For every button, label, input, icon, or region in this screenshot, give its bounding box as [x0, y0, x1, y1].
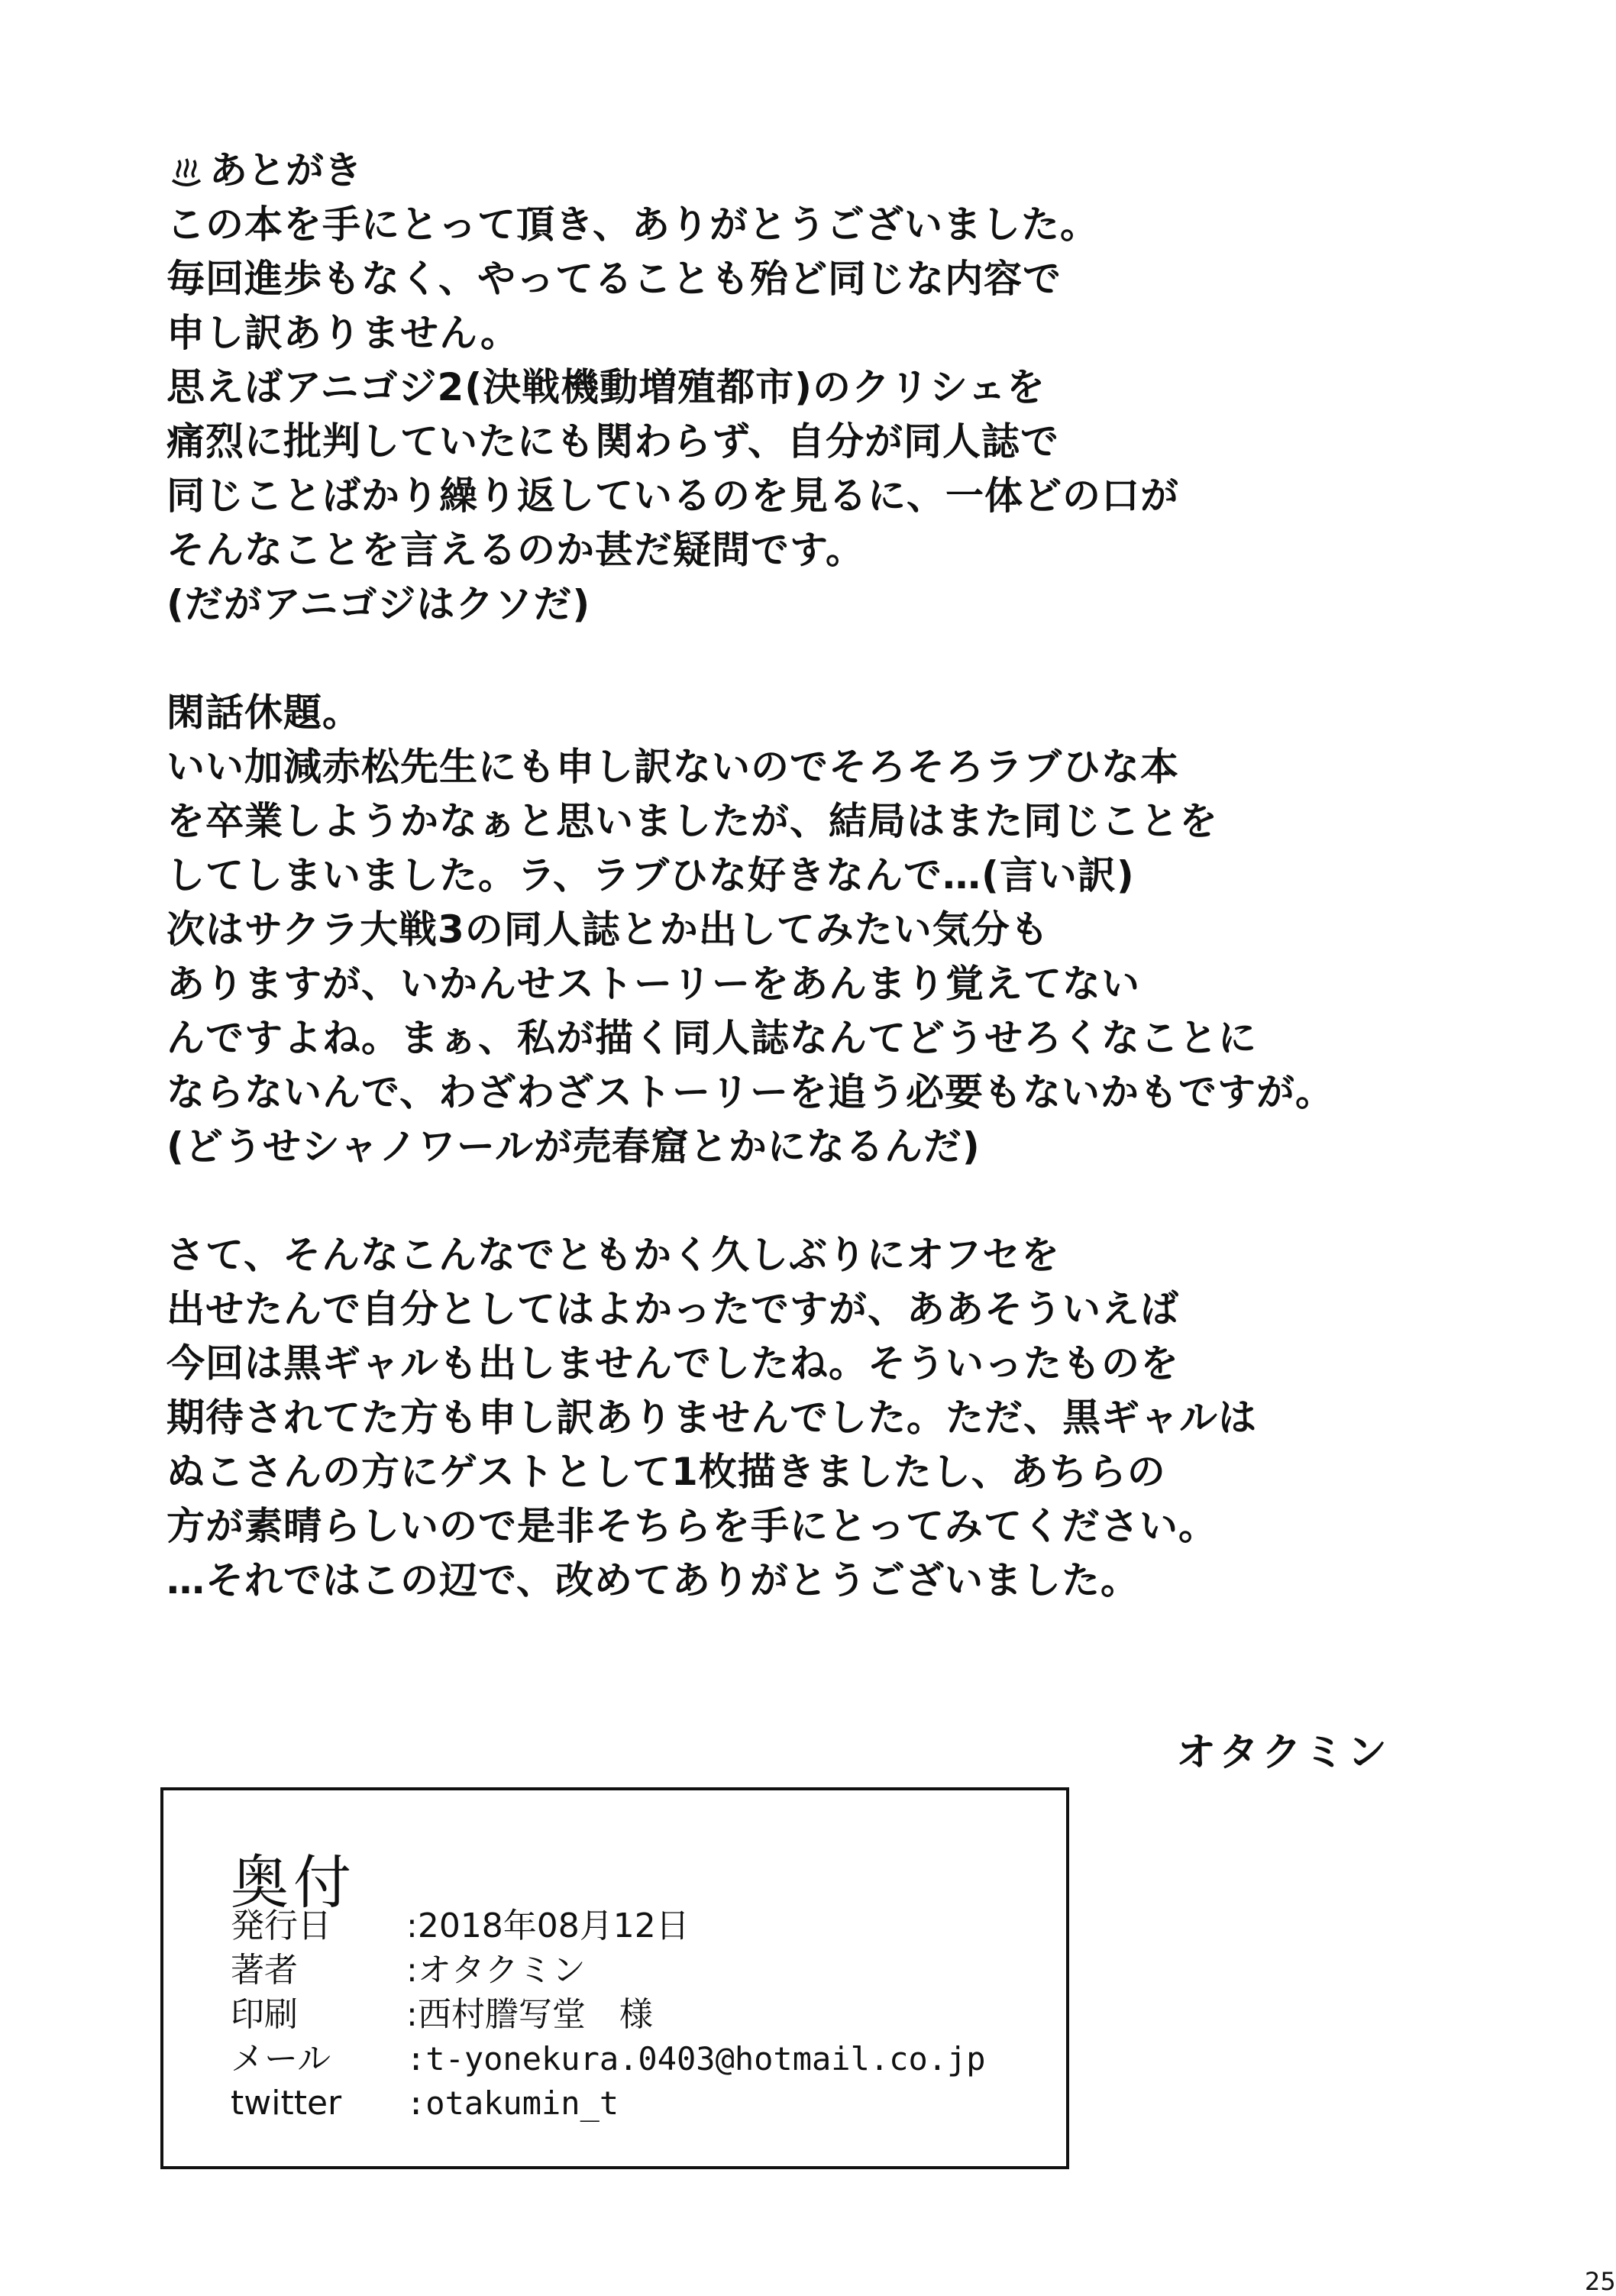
- text-line: 痛烈に批判していたにも関わらず、自分が同人誌で: [166, 419, 1059, 464]
- colophon-value: :2018年08月12日: [406, 1906, 690, 1945]
- colophon-label: twitter: [231, 2084, 342, 2123]
- text-line: …それではこの辺で、改めてありがとうございました。: [166, 1558, 1139, 1602]
- text-line: そんなことを言えるのか甚だ疑問です。: [166, 528, 865, 572]
- colophon-title: 奥付: [231, 1848, 356, 1916]
- colophon-value: :otakumin_t: [406, 2084, 619, 2122]
- afterword-section: [166, 144, 1511, 1662]
- author-signature: オタクミン: [1176, 1730, 1391, 1776]
- page-number: 25: [1585, 2267, 1616, 2296]
- colophon-label: 発行日: [231, 1906, 331, 1945]
- colophon-value: :西村謄写堂 様: [406, 1995, 653, 2034]
- colophon-row-author: [231, 1949, 586, 1992]
- hot-springs-icon: [166, 151, 206, 191]
- text-line: いい加減赤松先生にも申し訳ないのでそろそろラブひな本: [166, 745, 1179, 789]
- text-line: 今回は黒ギャルも出しませんでしたね。そういったものを: [166, 1341, 1179, 1386]
- text-line: 毎回進歩もなく、やってることも殆ど同じな内容で: [166, 257, 1062, 301]
- text-line: (どうせシャノワールが売春窟とかになるんだ): [166, 1124, 981, 1169]
- text-line: ありますが、いかんせストーリーをあんまり覚えてない: [166, 962, 1140, 1006]
- text-line: 方が素晴らしいので是非そちらを手にとってみてください。: [166, 1504, 1217, 1548]
- afterword-paragraph-2: [166, 686, 1511, 1174]
- afterword-heading-text: あとがき: [209, 148, 362, 192]
- text-line: 出せたんで自分としてはよかったですが、ああそういえば: [166, 1287, 1179, 1331]
- text-line: 次はサクラ大戦3の同人誌とか出してみたい気分も: [166, 907, 1049, 952]
- colophon-label: 印刷: [231, 1995, 298, 2034]
- text-line: 同じことばかり繰り返しているのを見るに、一体どの口が: [166, 474, 1179, 518]
- colophon-row-printer: [231, 1994, 653, 2036]
- text-line: この本を手にとって頂き、ありがとうございました。: [166, 202, 1099, 247]
- text-line: (だがアニゴジはクソだ): [166, 582, 591, 626]
- colophon-row-date: [231, 1905, 690, 1948]
- colophon-value: :オタクミン: [406, 1951, 586, 1990]
- colophon-label: 著者: [231, 1951, 298, 1990]
- colophon-row-email: [231, 2038, 986, 2081]
- text-line: 思えばアニゴジ2(決戦機動増殖都市)のクリシェを: [166, 365, 1046, 409]
- colophon-box: [160, 1787, 1069, 2169]
- colophon-value: :t-yonekura.0403@hotmail.co.jp: [406, 2040, 986, 2078]
- text-line: ぬこさんの方にゲストとして1枚描きましたし、あちらの: [166, 1450, 1166, 1494]
- afterword-paragraph-1: [166, 198, 1511, 632]
- text-line: を卒業しようかなぁと思いましたが、結局はまた同じことを: [166, 799, 1218, 843]
- text-line: してしまいました。ラ、ラブひな好きなんで…(言い訳): [166, 853, 1135, 897]
- text-line: ならないんで、わざわざストーリーを追う必要もないかもですが。: [166, 1070, 1334, 1114]
- colophon-label: メール: [231, 2039, 331, 2078]
- text-line: さて、そんなこんなでともかく久しぶりにオフセを: [166, 1233, 1060, 1277]
- text-line: 閑話休題。: [166, 690, 361, 735]
- afterword-paragraph-3: [166, 1228, 1511, 1608]
- text-line: 期待されてた方も申し訳ありませんでした。ただ、黒ギャルは: [166, 1395, 1257, 1440]
- afterword-heading: [166, 144, 1511, 198]
- colophon-row-twitter: [231, 2082, 619, 2125]
- text-line: んですよね。まぁ、私が描く同人誌なんてどうせろくなことに: [166, 1016, 1257, 1060]
- text-line: 申し訳ありません。: [166, 311, 519, 355]
